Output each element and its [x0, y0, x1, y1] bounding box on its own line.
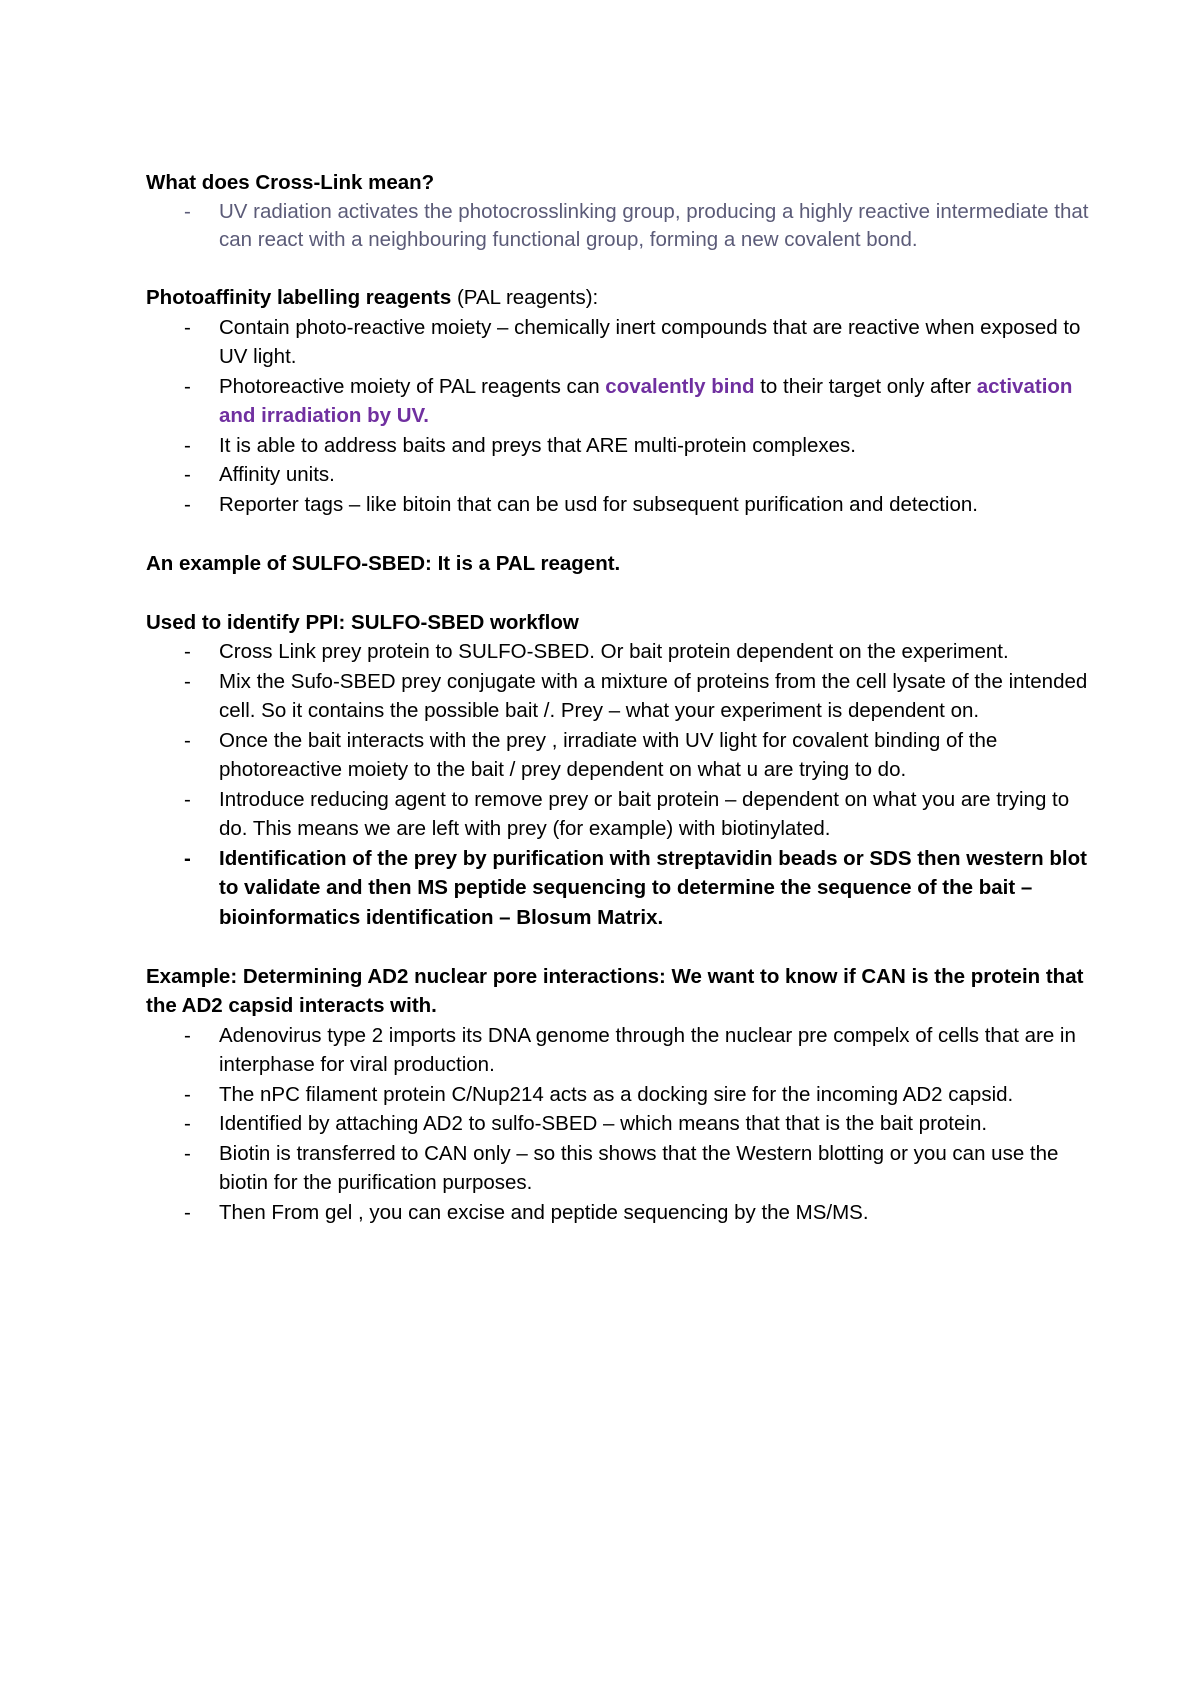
section-heading: What does Cross-Link mean? [146, 171, 435, 194]
highlight-text: activation and irradiation by UV. [219, 374, 1073, 427]
list-item: - Introduce reducing agent to remove prey or bait protein – dependent on what you are trying to do. This means we are left with prey (for example) with biotinylated. [146, 785, 1096, 844]
dash-bullet: - [184, 492, 191, 516]
bullet-list [146, 313, 1096, 520]
dash-bullet: - [184, 669, 191, 693]
list-item: - It is able to address baits and preys that ARE multi-protein complexes. [146, 431, 1096, 461]
dash-bullet: - [184, 1141, 191, 1165]
list-item: - UV radiation activates the photocrosslinking group, producing a highly reactive intermediate that can react with a neighbouring functional group, forming a new covalent bond. [184, 199, 1089, 251]
dash-bullet: - [184, 1112, 191, 1135]
dash-bullet: - [184, 199, 191, 223]
dash-bullet: - [184, 1082, 191, 1106]
list-item: - Adenovirus type 2 imports its DNA genome through the nuclear pre compelx of cells that are in interphase for viral production. [146, 1021, 1096, 1080]
dash-bullet: - [184, 1023, 191, 1047]
list-item: - Photoreactive moiety of PAL reagents can covalently bind to their target only after activation and irradiation by UV. [146, 372, 1096, 431]
document-page [146, 168, 1096, 1257]
section-heading: Photoaffinity labelling reagents (PAL reagents): [146, 286, 599, 309]
list-item: - Reporter tags – like bitoin that can be usd for subsequent purification and detection. [146, 490, 1096, 520]
dash-bullet: - [184, 433, 191, 457]
dash-bullet: - [184, 640, 191, 663]
dash-bullet: - [184, 728, 191, 752]
bullet-list [146, 637, 1096, 932]
list-item: - Once the bait interacts with the prey , irradiate with UV light for covalent binding of the photoreactive moiety to the bait / prey dependent on what u are trying to do. [146, 726, 1096, 785]
section-heading: Used to identify PPI: SULFO-SBED workflow [146, 610, 579, 634]
dash-bullet: - [184, 374, 191, 398]
section-heading: An example of SULFO-SBED: It is a PAL reagent. [146, 551, 621, 575]
section-heading: Example: Determining AD2 nuclear pore interactions: We want to know if CAN is the protein that the AD2 capsid interacts with. [146, 964, 1084, 1017]
section-workflow [146, 608, 1096, 933]
list-item: - Identified by attaching AD2 to sulfo-SBED – which means that that is the bait protein. [146, 1109, 1096, 1139]
dash-bullet: - [184, 787, 191, 811]
list-item: - Cross Link prey protein to SULFO-SBED. Or bait protein dependent on the experiment. [146, 637, 1096, 667]
dash-bullet: - [184, 463, 191, 486]
highlight-text: covalently bind [605, 374, 755, 398]
list-item: - Affinity units. [146, 460, 1096, 490]
dash-bullet: - [184, 1200, 191, 1224]
dash-bullet: - [184, 315, 191, 339]
section-ad2-example [146, 962, 1096, 1228]
dash-bullet: - [184, 846, 191, 870]
list-item: - The nPC filament protein C/Nup214 acts as a docking sire for the incoming AD2 capsid. [146, 1080, 1096, 1110]
section-pal [146, 283, 1096, 519]
list-item: - Contain photo-reactive moiety – chemically inert compounds that are reactive when exposed to UV light. [146, 313, 1096, 372]
section-example-sbed [146, 549, 1096, 579]
bullet-list [146, 1021, 1096, 1228]
list-item: - Identification of the prey by purification with streptavidin beads or SDS then western blot to validate and then MS peptide sequencing to determine the sequence of the bait – bioinformatics identification – Blosum Matrix. [146, 844, 1096, 933]
list-item: - Then From gel , you can excise and peptide sequencing by the MS/MS. [146, 1198, 1096, 1228]
list-item: - Biotin is transferred to CAN only – so this shows that the Western blotting or you can use the biotin for the purification purposes. [146, 1139, 1096, 1198]
bullet-list [146, 198, 1096, 254]
list-item: - Mix the Sufo-SBED prey conjugate with a mixture of proteins from the cell lysate of the intended cell. So it contains the possible bait /. Prey – what your experiment is dependent on. [146, 667, 1096, 726]
section-crosslink [146, 168, 1096, 254]
